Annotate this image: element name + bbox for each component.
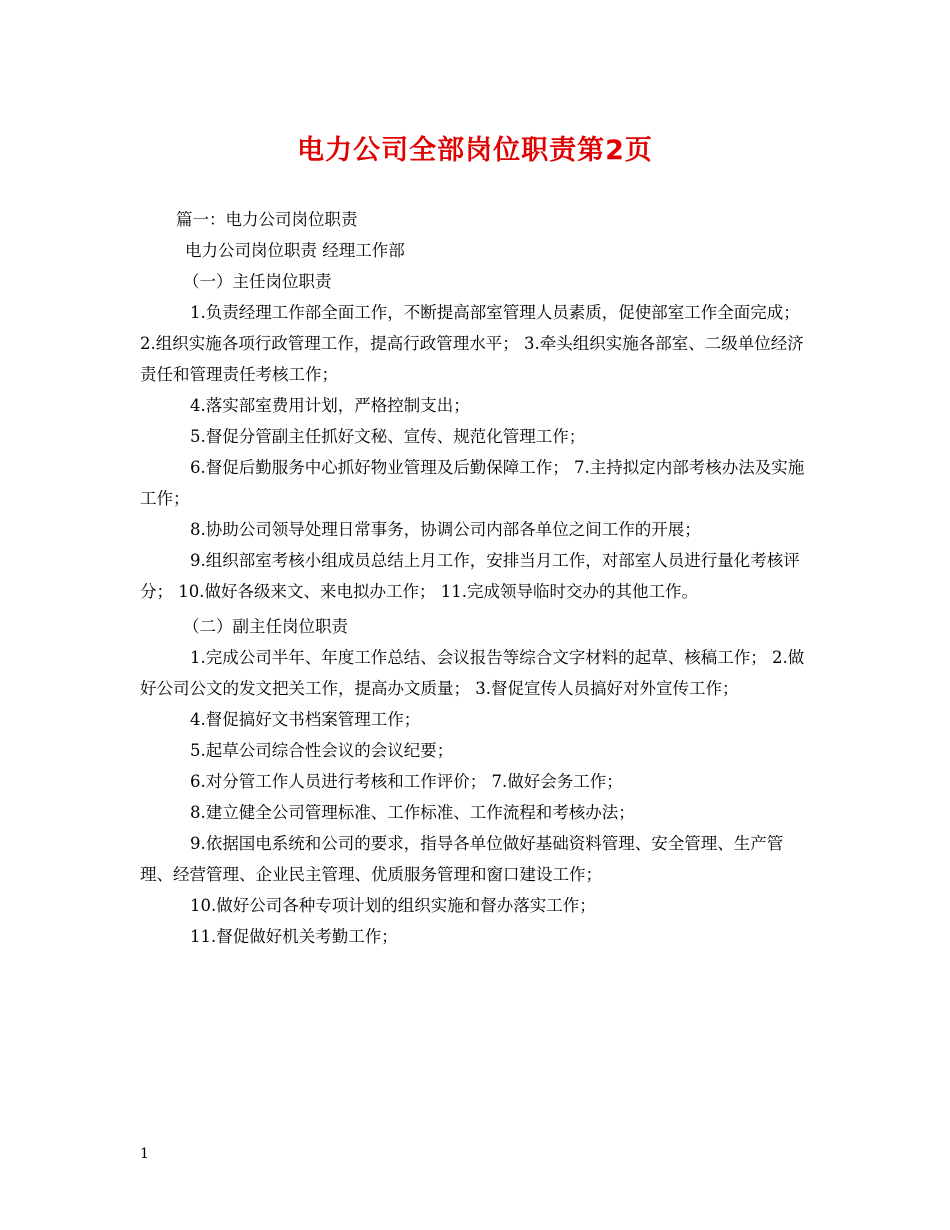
duty-paragraph: 8.协助公司领导处理日常事务，协调公司内部各单位之间工作的开展； bbox=[190, 520, 701, 539]
duty-paragraph: 6.督促后勤服务中心抓好物业管理及后勤保障工作； 7.主持拟定内部考核办法及实施工作； bbox=[140, 458, 805, 508]
subsection-heading: 电力公司岗位职责 经理工作部 bbox=[185, 241, 405, 260]
duty-paragraph: 9.组织部室考核小组成员总结上月工作，安排当月工作，对部室人员进行量化考核评分； 10.做好各级来文、来电拟办工作； 11.完成领导临时交办的其他工作。 bbox=[140, 551, 800, 601]
duty-paragraph: 4.落实部室费用计划，严格控制支出； bbox=[190, 396, 470, 415]
document-body bbox=[140, 204, 812, 952]
duty-paragraph: 1.负责经理工作部全面工作，不断提高部室管理人员素质，促使部室工作全面完成； 2.组织实施各项行政管理工作，提高行政管理水平； 3.牵头组织实施各部室、二级单位经济责任和管理责任考核工作； bbox=[140, 303, 804, 384]
duty-paragraph: 1.完成公司半年、年度工作总结、会议报告等综合文字材料的起草、核稿工作； 2.做好公司公文的发文把关工作，提高办文质量； 3.督促宣传人员搞好对外宣传工作； bbox=[140, 648, 805, 698]
position-heading: （一）主任岗位职责 bbox=[183, 272, 332, 291]
duty-paragraph: 5.督促分管副主任抓好文秘、宣传、规范化管理工作； bbox=[190, 427, 586, 446]
duty-paragraph: 10.做好公司各种专项计划的组织实施和督办落实工作； bbox=[190, 896, 596, 915]
duty-paragraph: 6.对分管工作人员进行考核和工作评价； 7.做好会务工作； bbox=[190, 772, 623, 791]
duty-paragraph: 11.督促做好机关考勤工作； bbox=[190, 927, 398, 946]
duty-paragraph: 9.依据国电系统和公司的要求，指导各单位做好基础资料管理、安全管理、生产管理、经营管理、企业民主管理、优质服务管理和窗口建设工作； bbox=[140, 834, 784, 884]
duty-paragraph: 5.起草公司综合性会议的会议纪要； bbox=[190, 741, 454, 760]
document-title: 电力公司全部岗位职责第2页 bbox=[297, 135, 653, 166]
duty-paragraph: 4.督促搞好文书档案管理工作； bbox=[190, 710, 421, 729]
section-heading: 篇一：电力公司岗位职责 bbox=[176, 210, 358, 229]
duty-paragraph: 8.建立健全公司管理标准、工作标准、工作流程和考核办法； bbox=[190, 803, 635, 822]
position-heading: （二）副主任岗位职责 bbox=[183, 617, 348, 636]
page-number: 1 bbox=[140, 1146, 149, 1162]
